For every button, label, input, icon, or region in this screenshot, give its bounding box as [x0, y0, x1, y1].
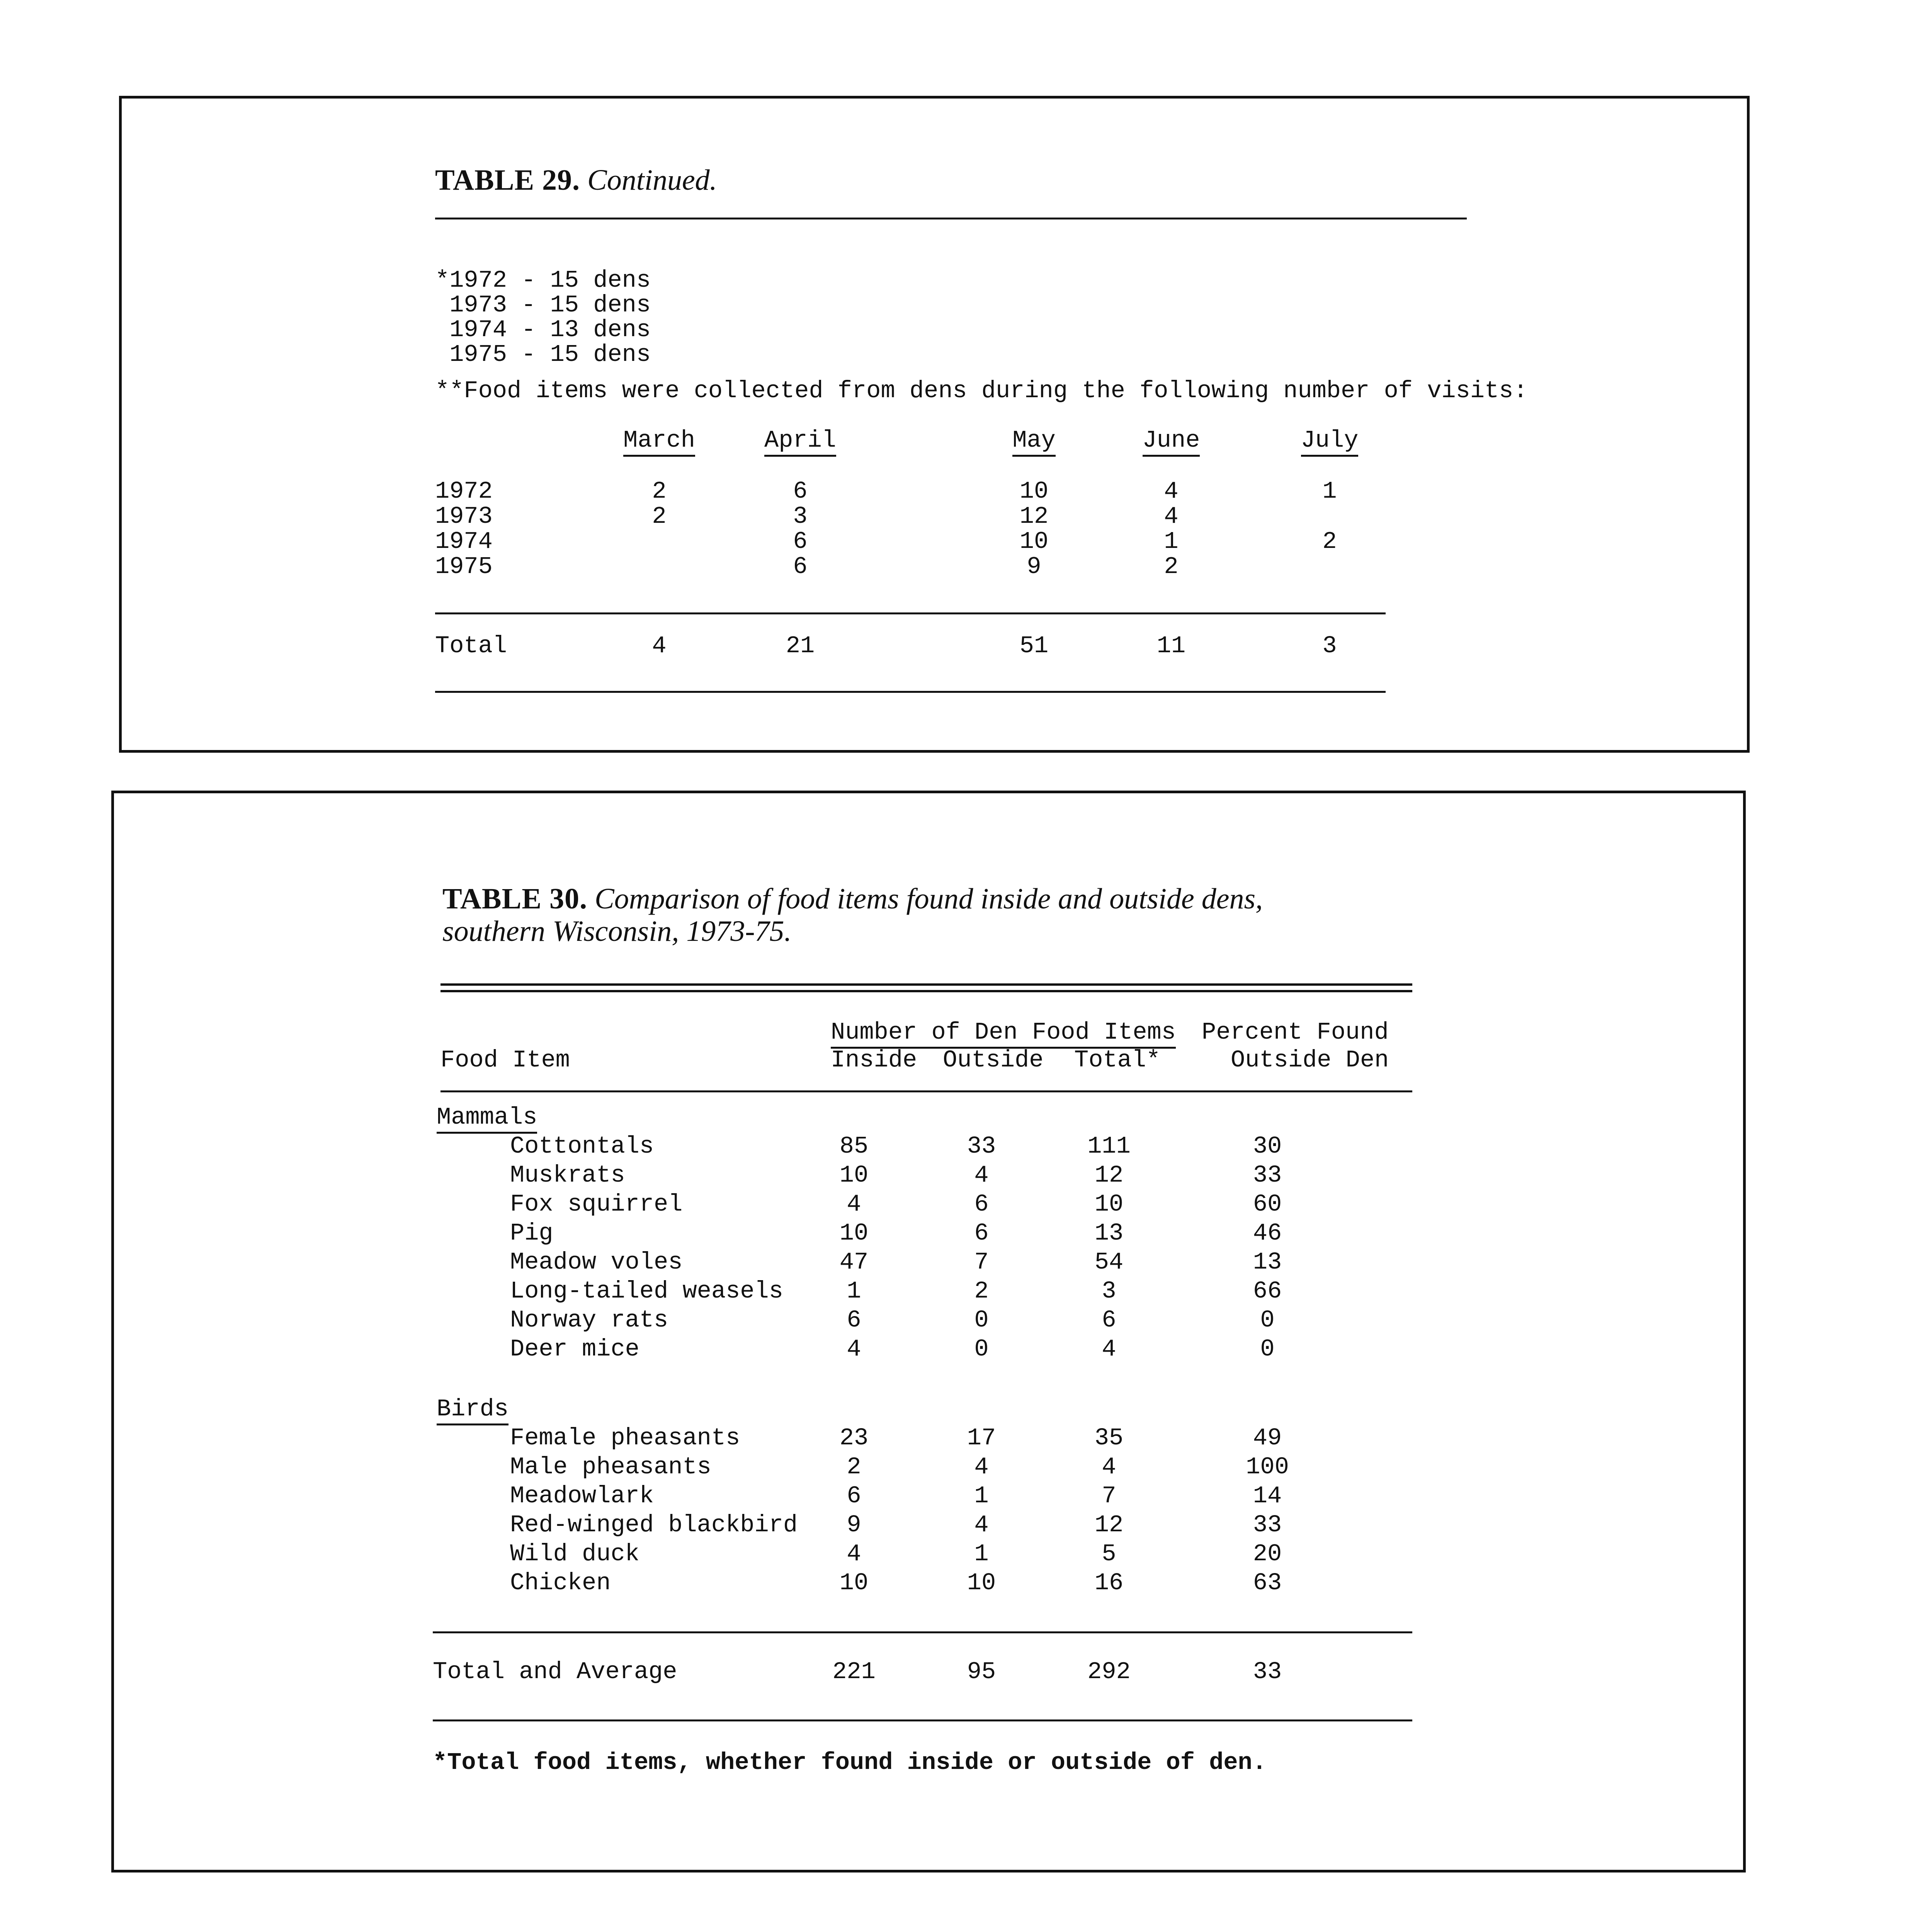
- table-row: [440, 1571, 1412, 1598]
- total-may: 51: [1019, 632, 1049, 660]
- table-29-dens-list: [435, 243, 651, 392]
- table-row: [440, 1337, 1412, 1364]
- total-inside: 221: [832, 1658, 876, 1685]
- total-outside: 95: [967, 1658, 996, 1685]
- cell-total: 3: [1102, 1277, 1116, 1305]
- cell-june: 4: [1164, 503, 1179, 530]
- table-30-total-rule: [433, 1631, 1412, 1633]
- total-label: Total and Average: [433, 1658, 677, 1685]
- table-30-caption-line1: Comparison of food items found inside and outside dens,: [595, 883, 1263, 915]
- section-label: Mammals: [437, 1104, 537, 1134]
- cell-percent: 66: [1253, 1277, 1282, 1305]
- food-item: Female pheasants: [510, 1424, 740, 1452]
- cell-percent: 60: [1253, 1190, 1282, 1218]
- percent-header-line1: Percent Found: [1202, 1019, 1389, 1046]
- total-march: 4: [652, 632, 667, 660]
- cell-july: 2: [1322, 528, 1337, 555]
- table-row: [440, 1426, 1412, 1453]
- month-march: March: [623, 427, 695, 457]
- cell-total: 12: [1094, 1511, 1124, 1539]
- cell-percent: 0: [1260, 1306, 1275, 1334]
- row-year: 1972: [435, 478, 493, 505]
- cell-outside: 4: [974, 1453, 989, 1481]
- cell-percent: 46: [1253, 1219, 1282, 1247]
- cell-inside: 4: [847, 1540, 861, 1568]
- table-29-label: TABLE 29.: [435, 164, 580, 196]
- cell-outside: 17: [967, 1424, 996, 1452]
- cell-total: 13: [1094, 1219, 1124, 1247]
- cell-inside: 23: [839, 1424, 869, 1452]
- row-year: 1975: [435, 553, 493, 580]
- cell-inside: 2: [847, 1453, 861, 1481]
- table-30-bottom-rule: [433, 1719, 1412, 1721]
- row-year: 1974: [435, 528, 493, 555]
- cell-inside: 6: [847, 1306, 861, 1334]
- total-header: Total*: [1074, 1046, 1161, 1074]
- cell-outside: 7: [974, 1248, 989, 1276]
- month-july: July: [1301, 427, 1359, 457]
- cell-outside: 1: [974, 1482, 989, 1510]
- month-april: April: [764, 427, 836, 457]
- total-june: 11: [1156, 632, 1186, 660]
- table-row: [435, 529, 1413, 556]
- percent-header-line2: Outside Den: [1231, 1046, 1389, 1074]
- outside-header: Outside: [943, 1046, 1044, 1074]
- cell-april: 6: [793, 478, 808, 505]
- cell-outside: 33: [967, 1133, 996, 1160]
- cell-inside: 1: [847, 1277, 861, 1305]
- food-item: Norway rats: [510, 1306, 668, 1334]
- cell-percent: 0: [1260, 1335, 1275, 1363]
- cell-total: 54: [1094, 1248, 1124, 1276]
- cell-percent: 63: [1253, 1569, 1282, 1597]
- cell-total: 6: [1102, 1306, 1116, 1334]
- table-row: [440, 1134, 1412, 1161]
- cell-april: 6: [793, 553, 808, 580]
- cell-total: 7: [1102, 1482, 1116, 1510]
- cell-total: 12: [1094, 1162, 1124, 1189]
- cell-percent: 13: [1253, 1248, 1282, 1276]
- table-row: [435, 479, 1413, 506]
- table-row: [435, 554, 1413, 582]
- table-30-total-row: [433, 1660, 1412, 1687]
- cell-percent: 14: [1253, 1482, 1282, 1510]
- table-row: [440, 1221, 1412, 1248]
- food-item: Male pheasants: [510, 1453, 711, 1481]
- cell-april: 3: [793, 503, 808, 530]
- cell-outside: 0: [974, 1306, 989, 1334]
- table-row: [435, 504, 1413, 531]
- month-june: June: [1143, 427, 1200, 457]
- table-29-top-rule: [435, 218, 1467, 219]
- cell-outside: 10: [967, 1569, 996, 1597]
- table-30-header: [440, 1020, 1412, 1078]
- cell-outside: 2: [974, 1277, 989, 1305]
- section-label: Birds: [437, 1395, 509, 1425]
- table-30-footnote: *Total food items, whether found inside or outside of den.: [433, 1749, 1267, 1776]
- total-label: Total: [435, 632, 507, 660]
- cell-march: 2: [652, 478, 667, 505]
- inside-header: Inside: [831, 1046, 917, 1074]
- total-total: 292: [1087, 1658, 1131, 1685]
- cell-may: 9: [1027, 553, 1041, 580]
- section-mammals: [437, 1105, 537, 1130]
- dens-line: 1974 - 13 dens: [435, 316, 651, 344]
- cell-june: 4: [1164, 478, 1179, 505]
- cell-total: 5: [1102, 1540, 1116, 1568]
- total-percent: 33: [1253, 1658, 1282, 1685]
- cell-outside: 0: [974, 1335, 989, 1363]
- table-30-double-rule-bottom: [440, 990, 1412, 992]
- table-29-title: [435, 164, 717, 197]
- table-29-month-header: [435, 428, 1413, 455]
- cell-june: 2: [1164, 553, 1179, 580]
- table-row: [440, 1455, 1412, 1482]
- cell-inside: 85: [839, 1133, 869, 1160]
- cell-percent: 33: [1253, 1511, 1282, 1539]
- cell-percent: 100: [1246, 1453, 1289, 1481]
- food-item: Pig: [510, 1219, 553, 1247]
- mammals-rows: [440, 1134, 1412, 1374]
- cell-total: 4: [1102, 1335, 1116, 1363]
- cell-percent: 33: [1253, 1162, 1282, 1189]
- cell-may: 10: [1019, 478, 1049, 505]
- table-30-double-rule-top: [440, 983, 1412, 986]
- cell-inside: 4: [847, 1335, 861, 1363]
- food-item: Meadowlark: [510, 1482, 654, 1510]
- table-row: [440, 1308, 1412, 1335]
- table-29-bottom-rule: [435, 691, 1386, 693]
- cell-total: 35: [1094, 1424, 1124, 1452]
- table-row: [440, 1163, 1412, 1190]
- table-29-rule: [435, 612, 1386, 614]
- food-item-header: Food Item: [440, 1046, 570, 1074]
- cell-total: 4: [1102, 1453, 1116, 1481]
- table-row: [440, 1250, 1412, 1277]
- food-item: Chicken: [510, 1569, 611, 1597]
- food-item: Muskrats: [510, 1162, 625, 1189]
- cell-inside: 4: [847, 1190, 861, 1218]
- total-april: 21: [786, 632, 815, 660]
- food-item: Fox squirrel: [510, 1190, 683, 1218]
- cell-outside: 6: [974, 1190, 989, 1218]
- food-item: Meadow voles: [510, 1248, 683, 1276]
- food-item: Long-tailed weasels: [510, 1277, 783, 1305]
- cell-march: 2: [652, 503, 667, 530]
- cell-percent: 49: [1253, 1424, 1282, 1452]
- table-30-title: [442, 883, 1263, 947]
- cell-total: 16: [1094, 1569, 1124, 1597]
- table-row: [440, 1513, 1412, 1540]
- cell-may: 12: [1019, 503, 1049, 530]
- section-birds: [437, 1397, 509, 1422]
- cell-total: 10: [1094, 1190, 1124, 1218]
- cell-inside: 6: [847, 1482, 861, 1510]
- cell-inside: 9: [847, 1511, 861, 1539]
- cell-inside: 47: [839, 1248, 869, 1276]
- table-30-header-rule: [440, 1090, 1412, 1092]
- table-row: [440, 1279, 1412, 1306]
- cell-inside: 10: [839, 1219, 869, 1247]
- dens-line: 1973 - 15 dens: [435, 291, 651, 319]
- row-year: 1973: [435, 503, 493, 530]
- cell-percent: 30: [1253, 1133, 1282, 1160]
- dens-line: 1975 - 15 dens: [435, 341, 651, 368]
- cell-inside: 10: [839, 1162, 869, 1189]
- cell-april: 6: [793, 528, 808, 555]
- cell-june: 1: [1164, 528, 1179, 555]
- food-item: Red-winged blackbird: [510, 1511, 798, 1539]
- dens-line: *1972 - 15 dens: [435, 267, 651, 294]
- cell-inside: 10: [839, 1569, 869, 1597]
- food-item: Wild duck: [510, 1540, 639, 1568]
- food-item: Deer mice: [510, 1335, 639, 1363]
- table-row: [440, 1484, 1412, 1511]
- cell-july: 1: [1322, 478, 1337, 505]
- cell-outside: 4: [974, 1162, 989, 1189]
- group-header: Number of Den Food Items: [831, 1019, 1176, 1049]
- birds-rows: [440, 1426, 1412, 1607]
- table-30-caption-line2: southern Wisconsin, 1973-75.: [442, 915, 792, 947]
- cell-outside: 1: [974, 1540, 989, 1568]
- cell-total: 111: [1087, 1133, 1131, 1160]
- table-29-caption: Continued.: [587, 164, 717, 196]
- table-29-total-row: [435, 634, 1413, 661]
- food-item: Cottontals: [510, 1133, 654, 1160]
- table-row: [440, 1542, 1412, 1569]
- table-29-visits-note: **Food items were collected from dens during the following number of visits:: [435, 377, 1528, 405]
- total-july: 3: [1322, 632, 1337, 660]
- cell-percent: 20: [1253, 1540, 1282, 1568]
- table-row: [440, 1192, 1412, 1219]
- cell-may: 10: [1019, 528, 1049, 555]
- cell-outside: 4: [974, 1511, 989, 1539]
- table-30-label: TABLE 30.: [442, 883, 588, 915]
- cell-outside: 6: [974, 1219, 989, 1247]
- month-may: May: [1012, 427, 1056, 457]
